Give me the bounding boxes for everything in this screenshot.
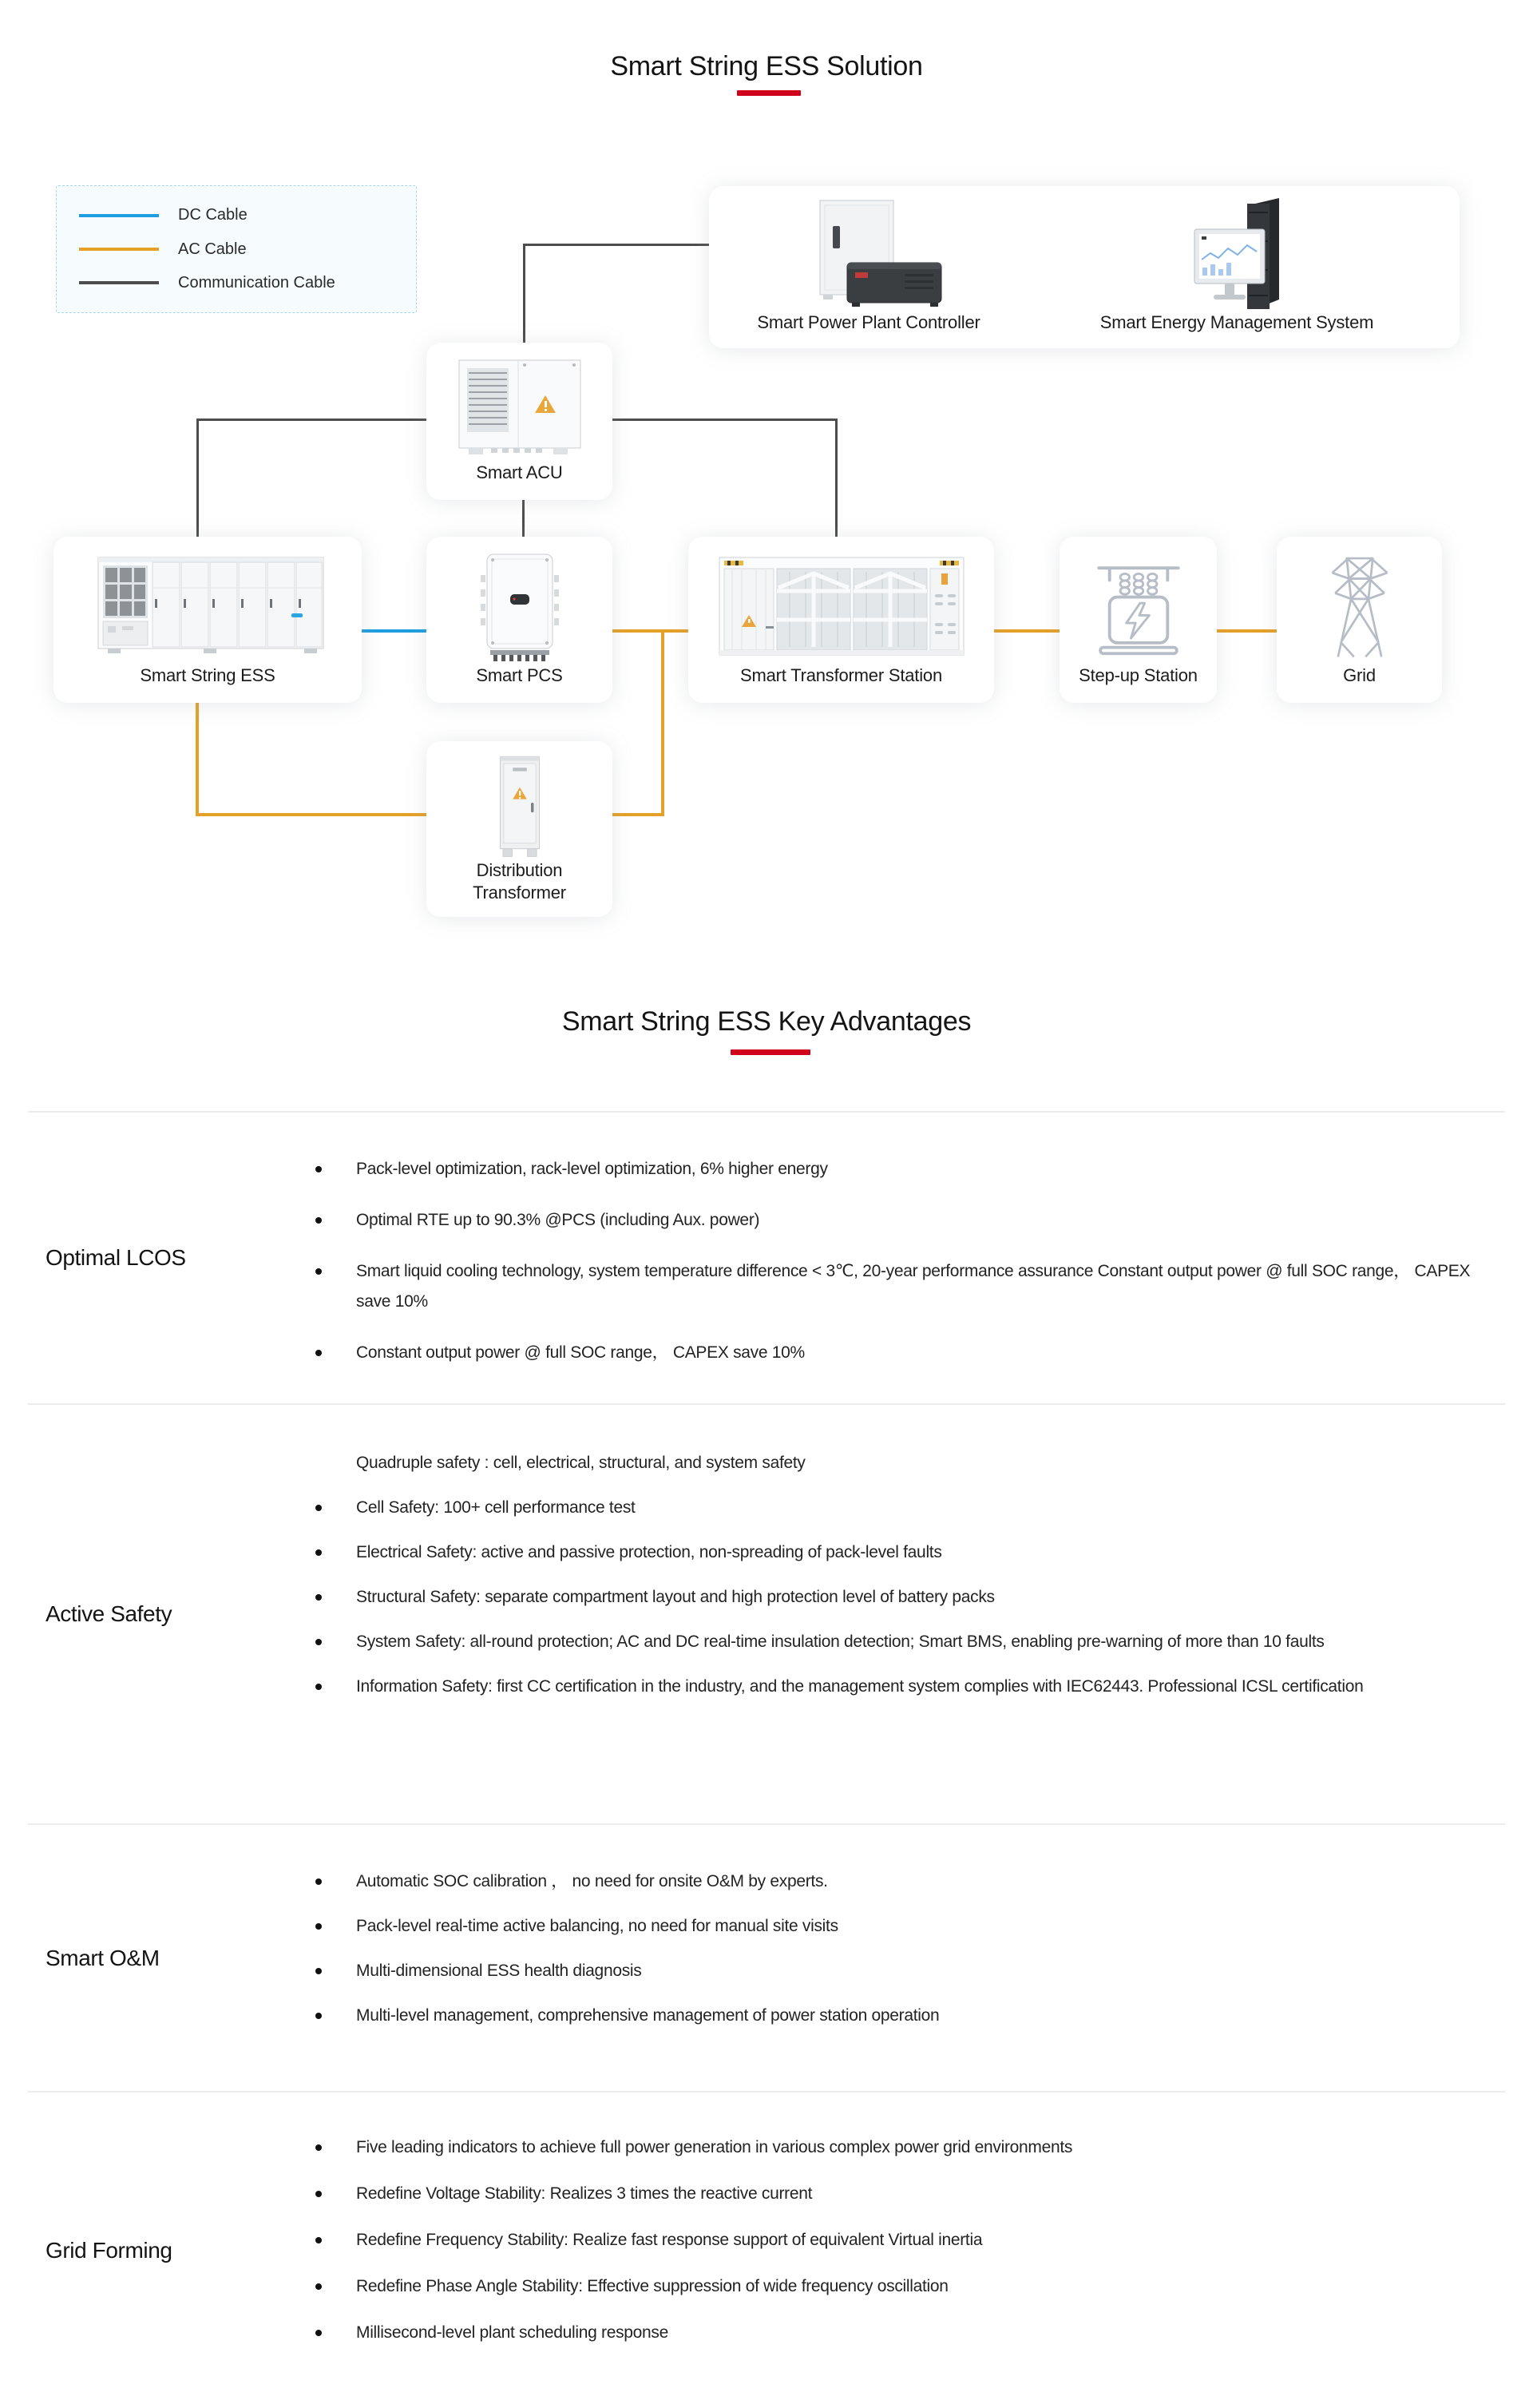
node-label: Distribution Transformer xyxy=(473,860,566,903)
grid-card xyxy=(1277,537,1442,703)
legend-item-dc xyxy=(57,206,416,224)
legend-item-comm xyxy=(57,274,416,292)
bullet-item: Structural Safety: separate compartment layout and high protection level of battery packs xyxy=(299,1582,1498,1613)
smart-string-ess-image xyxy=(76,553,339,657)
row-content xyxy=(299,1405,1505,1823)
smart-energy-management-system-image xyxy=(1153,192,1321,319)
comm-line-acu-pcs xyxy=(522,500,525,537)
ess-card xyxy=(53,537,362,703)
bullet-item: Multi-level management, comprehensive management of power station operation xyxy=(299,2001,1498,2031)
comm-line-station-h xyxy=(612,419,838,421)
row-content xyxy=(299,1825,1505,2091)
bullet-item: Smart liquid cooling technology, system temperature difference < 3℃, 20-year performance assurance Constant output power @ full SOC range， CAPEX save 10% xyxy=(299,1256,1498,1317)
ac-line-station-stepup xyxy=(994,629,1060,633)
bullet-item: Pack-level real-time active balancing, no need for manual site visits xyxy=(299,1911,1498,1942)
advantages-title-underline xyxy=(731,1049,810,1055)
step-up-station-icon xyxy=(1075,554,1202,658)
grid-tower-icon xyxy=(1304,551,1416,660)
advantage-row-grid-forming xyxy=(28,2091,1505,2408)
bullet-item: Multi-dimensional ESS health diagnosis xyxy=(299,1956,1498,1986)
node-label: Smart Power Plant Controller xyxy=(757,312,980,332)
bullet-item: Redefine Phase Angle Stability: Effective suppression of wide frequency oscillation xyxy=(299,2271,1498,2302)
ac-line-ess-dist xyxy=(196,813,426,816)
solution-title: Smart String ESS Solution xyxy=(610,51,923,81)
transformer-station-card xyxy=(688,537,994,703)
smart-transformer-station-image xyxy=(710,549,973,661)
bullet-item: Five leading indicators to achieve full power generation in various complex power grid environments xyxy=(299,2132,1498,2163)
bullet-item: Cell Safety: 100+ cell performance test xyxy=(299,1493,1498,1523)
advantage-row-active-safety xyxy=(28,1403,1505,1823)
bullet-item: Automatic SOC calibration ， no need for onsite O&M by experts. xyxy=(299,1866,1498,1897)
distribution-transformer-card xyxy=(426,741,612,917)
advantages-title: Smart String ESS Key Advantages xyxy=(561,1006,972,1037)
bullet-item: Redefine Voltage Stability: Realizes 3 times the reactive current xyxy=(299,2179,1498,2209)
row-label: Grid Forming xyxy=(46,2237,172,2263)
comm-line-controller-v xyxy=(523,244,525,343)
bullet-item: Pack-level optimization, rack-level optimization, 6% higher energy xyxy=(299,1154,1498,1184)
node-label: Grid xyxy=(1343,665,1376,685)
bullet-item: Electrical Safety: active and passive protection, non-spreading of pack-level faults xyxy=(299,1537,1498,1568)
bullet-item: System Safety: all-round protection; AC and DC real-time insulation detection; Smart BMS, enabling pre-warning of more than 10 faults xyxy=(299,1627,1498,1657)
legend-label: DC Cable xyxy=(178,206,248,224)
node-label: Smart ACU xyxy=(476,462,563,482)
smart-power-plant-controller-image xyxy=(785,196,953,315)
smart-pcs-image xyxy=(468,548,572,668)
bullet-item: Information Safety: first CC certification in the industry, and the management system complies with IEC62443. Professional ICSL certification xyxy=(299,1672,1498,1702)
advantage-row-optimal-lcos xyxy=(28,1111,1505,1403)
dc-line-ess-pcs xyxy=(362,629,426,633)
communication-cable-line-icon xyxy=(79,281,159,284)
ac-line-branch-h xyxy=(612,813,664,816)
ac-line-stepup-grid xyxy=(1217,629,1277,633)
comm-line-station-v xyxy=(835,419,838,537)
comm-line-controller-h xyxy=(523,244,711,246)
node-label: Smart String ESS xyxy=(140,665,275,685)
node-label: Smart Transformer Station xyxy=(740,665,942,685)
ac-line-pcs-station xyxy=(612,629,688,633)
row-label: Active Safety xyxy=(46,1601,172,1626)
row-label: Optimal LCOS xyxy=(46,1245,186,1270)
solution-title-underline xyxy=(737,90,801,96)
distribution-transformer-image xyxy=(480,752,560,864)
node-label: Step-up Station xyxy=(1079,665,1198,685)
legend-label: AC Cable xyxy=(178,240,247,258)
ac-line-ess-down xyxy=(196,701,199,816)
legend-item-ac xyxy=(57,240,416,259)
management-card xyxy=(709,186,1460,348)
node-label: Smart Energy Management System xyxy=(1099,312,1374,332)
comm-line-ess-v xyxy=(196,419,199,537)
ac-line-branch-v xyxy=(661,629,664,816)
ems-node xyxy=(1077,186,1396,348)
comm-line-ess-h xyxy=(196,419,426,421)
row-intro: Quadruple safety : cell, electrical, structural, and system safety xyxy=(356,1454,806,1472)
controller-node xyxy=(717,186,1020,348)
legend-label: Communication Cable xyxy=(178,273,335,292)
bullet-item: Redefine Frequency Stability: Realize fast response support of equivalent Virtual inertia xyxy=(299,2225,1498,2255)
cable-legend xyxy=(56,185,417,313)
pcs-card xyxy=(426,537,612,703)
bullet-item: Millisecond-level plant scheduling response xyxy=(299,2318,1498,2348)
row-content xyxy=(299,2093,1505,2408)
bullet-item: Optimal RTE up to 90.3% @PCS (including Aux. power) xyxy=(299,1205,1498,1236)
acu-card xyxy=(426,343,612,500)
ac-cable-line-icon xyxy=(79,248,159,251)
row-label: Smart O&M xyxy=(46,1945,160,1970)
bullet-item: Constant output power @ full SOC range， CAPEX save 10% xyxy=(299,1338,1498,1368)
dc-cable-line-icon xyxy=(79,214,159,217)
advantage-row-smart-om xyxy=(28,1823,1505,2091)
stepup-station-card xyxy=(1060,537,1217,703)
dc-connector-mark xyxy=(291,613,303,617)
smart-acu-image xyxy=(448,354,592,462)
node-label: Smart PCS xyxy=(476,665,563,685)
row-content xyxy=(299,1113,1505,1403)
